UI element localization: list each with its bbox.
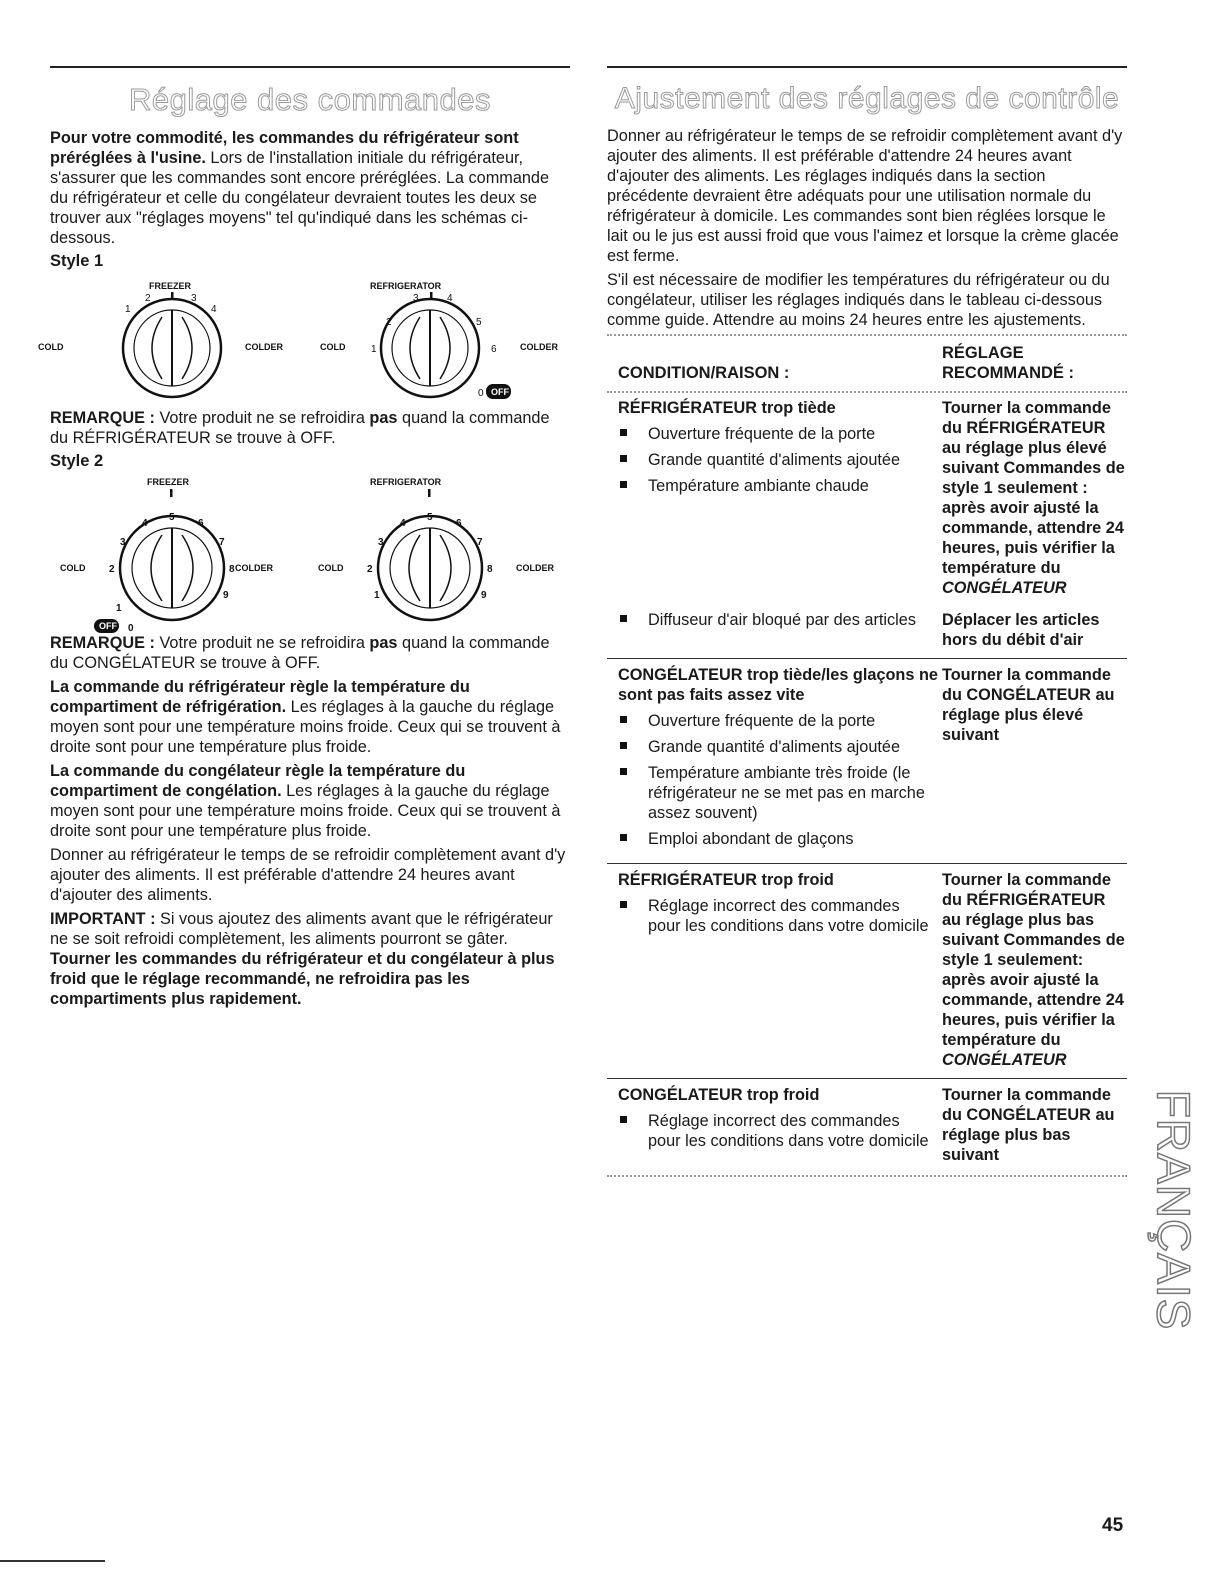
style1-dials [38,273,570,408]
right-column [607,66,1127,1182]
freezer-control-paragraph: La commande du congélateur règle la température du compartiment de congélation. Les réglages à la gauche du réglage moyen sont pour une température moins froide. Ceux qui se trouvent à droite sont pour une température plus froide. [50,762,561,840]
action-cell: Tourner la commande du RÉFRIGÉRATEUR au réglage plus bas suivant Commandes de style 1 seulement: après avoir ajusté la commande, attendre 24 heures, puis vérifier la température du CONGÉLATEUR [942,871,1125,1069]
list-item: Grande quantité d'aliments ajoutée [618,737,942,757]
section-heading: Réglage des commandes [128,82,492,117]
freezer2-num-2: 2 [109,564,115,575]
list-item: Réglage incorrect des commandes pour les conditions dans votre domicile [618,1111,942,1151]
fridge-num-1: 1 [371,344,377,355]
table-row [607,610,1127,650]
style2-label: Style 2 [50,452,104,470]
table-body [607,398,1127,1178]
action-cell: Tourner la commande du RÉFRIGÉRATEUR au réglage plus élevé suivant Commandes de style 1 seulement : après avoir ajusté la commande, attendre 24 heures, puis vérifier la température du CONGÉLATEUR [942,399,1125,597]
fridge2-num-2: 2 [367,564,373,575]
list-item: Grande quantité d'aliments ajoutée [618,450,942,470]
condition-cell [607,870,942,1070]
action-cell: Tourner la commande du CONGÉLATEUR au réglage plus élevé suivant [942,666,1115,744]
list-item: Réglage incorrect des commandes pour les conditions dans votre domicile [618,896,942,936]
colder-label-4: COLDER [516,563,554,573]
section-heading-right: Ajustement des réglages de contrôle [614,82,1120,115]
freezer-dial[interactable] [123,299,221,397]
refrigerator-label-2: REFRIGERATOR [370,477,442,487]
freezer2-num-1: 1 [116,603,122,614]
freezer2-num-5: 5 [169,512,175,523]
fridge-indicator-2 [428,489,431,497]
condition-title: RÉFRIGÉRATEUR trop froid [618,871,834,889]
style2-dial-diagram [50,473,570,633]
row-divider [607,863,1127,864]
cold-label: COLD [38,342,64,352]
fridge2-num-8: 8 [487,564,493,575]
fridge2-num-7: 7 [477,537,483,548]
off-badge-2 [94,619,119,633]
top-rule-right [607,66,1127,68]
freezer-label: FREEZER [149,281,192,291]
fridge-num-2: 2 [386,317,392,328]
note1-paragraph: REMARQUE : Votre produit ne se refroidira pas quand la commande du RÉFRIGÉRATEUR se trouve à OFF. [50,409,550,447]
fridge2-num-5: 5 [427,512,433,523]
svg-text:OFF: OFF [99,621,117,631]
condition-title: RÉFRIGÉRATEUR trop tiède [618,399,836,417]
condition-cell [607,1085,942,1165]
page-number: 45 [1102,1515,1124,1536]
table-bottom-rule [607,1175,1127,1178]
header-reglage: RÉGLAGE RECOMMANDÉ : [942,344,1074,382]
reason-list [618,711,942,849]
freezer-indicator-2 [170,489,173,497]
reason-list [618,610,942,630]
list-item: Ouverture fréquente de la porte [618,424,942,444]
colder-label-2: COLDER [520,342,558,352]
table-row [607,398,1127,598]
style1-dial-diagram [38,273,570,408]
reason-list [618,896,942,936]
left-column [38,66,570,1013]
colder-label-3: COLDER [235,563,273,573]
off-badge [486,384,511,399]
freezer-num-3: 3 [191,293,197,304]
freezer-num-4: 4 [211,304,217,315]
list-item: Emploi abondant de glaçons [618,829,942,849]
footer-rule [0,1560,105,1562]
note2-paragraph: REMARQUE : Votre produit ne se refroidira pas quand la commande du CONGÉLATEUR se trouve à OFF. [50,634,550,672]
row-divider [607,658,1127,659]
adjust-paragraph-2: S'il est nécessaire de modifier les températures du réfrigérateur ou du congélateur, utiliser les réglages indiqués dans le tableau ci-dessous comme guide. Attendre au moins 24 heures entre les ajustements. [607,271,1110,329]
adjust-paragraph-1: Donner au réfrigérateur le temps de se refroidir complètement avant d'y ajouter des aliments. Il est préférable d'attendre 24 heures avant d'ajouter des aliments. Les réglages indiqués dans la section précédente devraient être adéquats pour une utilisation normale du réfrigérateur à domicile. Les commandes sont bien réglées lorsque le lait ou le jus est aussi froid que vous l'aimez et lorsque la crème glacée est ferme. [607,127,1123,265]
condition-title: CONGÉLATEUR trop tiède/les glaçons ne sont pas faits assez vite [618,666,938,704]
fridge-num-3: 3 [413,293,419,304]
fridge-num-5: 5 [476,317,482,328]
cold-label-2: COLD [320,342,346,352]
language-side-tab: FRANÇAIS [1147,1089,1199,1331]
freezer2-num-3: 3 [120,537,126,548]
freezer2-num-9: 9 [223,590,229,601]
freezer-num-1: 1 [125,304,131,315]
list-item: Température ambiante chaude [618,476,942,496]
freezer2-num-8: 8 [229,564,235,575]
fridge-num-0: 0 [478,388,484,399]
freezer2-num-0: 0 [128,623,134,634]
row-divider [607,1078,1127,1079]
reason-list [618,424,942,496]
table-row [607,665,1127,855]
intro-paragraph: Pour votre commodité, les commandes du réfrigérateur sont préréglées à l'usine. Lors de l'installation initiale du réfrigérateur, s'assurer que les commandes sont encore préréglées. La commande du réfrigérateur et celle du congélateur devraient toutes les deux se trouver aux "réglages moyens" tel qu'indiqué dans les schémas ci-dessous. [50,129,550,247]
freezer2-num-4: 4 [142,518,148,529]
header-condition: CONDITION/RAISON : [618,364,790,382]
table-row [607,1085,1127,1165]
important-paragraph: IMPORTANT : Si vous ajoutez des aliments avant que le réfrigérateur ne se soit refroidi complètement, les aliments pourront se gâter. Tourner les commandes du réfrigérateur et du congélateur à plus froid que le réglage recommandé, ne refroidira pas les compartiments plus rapidement. [50,910,555,1008]
fridge2-num-3: 3 [378,537,384,548]
fridge2-num-9: 9 [481,590,487,601]
freezer2-num-6: 6 [198,518,204,529]
freezer2-num-7: 7 [219,537,225,548]
fridge-num-6: 6 [491,344,497,355]
condition-cell [607,665,942,855]
list-item: Ouverture fréquente de la porte [618,711,942,731]
cold-label-3: COLD [60,563,86,573]
reason-list [618,1111,942,1151]
condition-cell [607,610,942,650]
table-header [607,341,1127,387]
list-item: Diffuseur d'air bloqué par des articles [618,610,942,630]
freezer-num-2: 2 [145,293,151,304]
fridge2-num-1: 1 [374,590,380,601]
fridge2-num-4: 4 [400,518,406,529]
table-row [607,870,1127,1070]
list-item: Température ambiante très froide (le réfrigérateur ne se met pas en marche assez souvent) [618,763,942,823]
refrigerator-dial-2[interactable] [378,516,482,620]
condition-cell [607,398,942,598]
svg-text:OFF: OFF [491,387,509,397]
action-cell: Tourner la commande du CONGÉLATEUR au réglage plus bas suivant [942,1086,1115,1164]
freezer-dial-2[interactable] [120,516,224,620]
wait-paragraph: Donner au réfrigérateur le temps de se refroidir complètement avant d'y ajouter des aliments. Il est préférable d'attendre 24 heures avant d'ajouter des aliments. [50,846,566,904]
style1-label: Style 1 [50,252,104,270]
style2-dials [50,473,570,633]
condition-title: CONGÉLATEUR trop froid [618,1086,820,1104]
fridge-control-paragraph: La commande du réfrigérateur règle la température du compartiment de réfrigération. Les réglages à la gauche du réglage moyen sont pour une température moins froide. Ceux qui se trouvent à droite sont pour une température plus froide. [50,678,561,756]
refrigerator-dial[interactable] [381,299,479,397]
refrigerator-label: REFRIGERATOR [370,281,442,291]
cold-label-4: COLD [318,563,344,573]
freezer-label-2: FREEZER [147,477,190,487]
fridge-num-4: 4 [447,293,453,304]
table-top-rule [607,334,1127,337]
top-rule [50,66,570,68]
fridge2-num-6: 6 [456,518,462,529]
colder-label: COLDER [245,342,283,352]
action-cell: Déplacer les articles hors du débit d'air [942,611,1100,649]
table-header-rule [607,391,1127,394]
